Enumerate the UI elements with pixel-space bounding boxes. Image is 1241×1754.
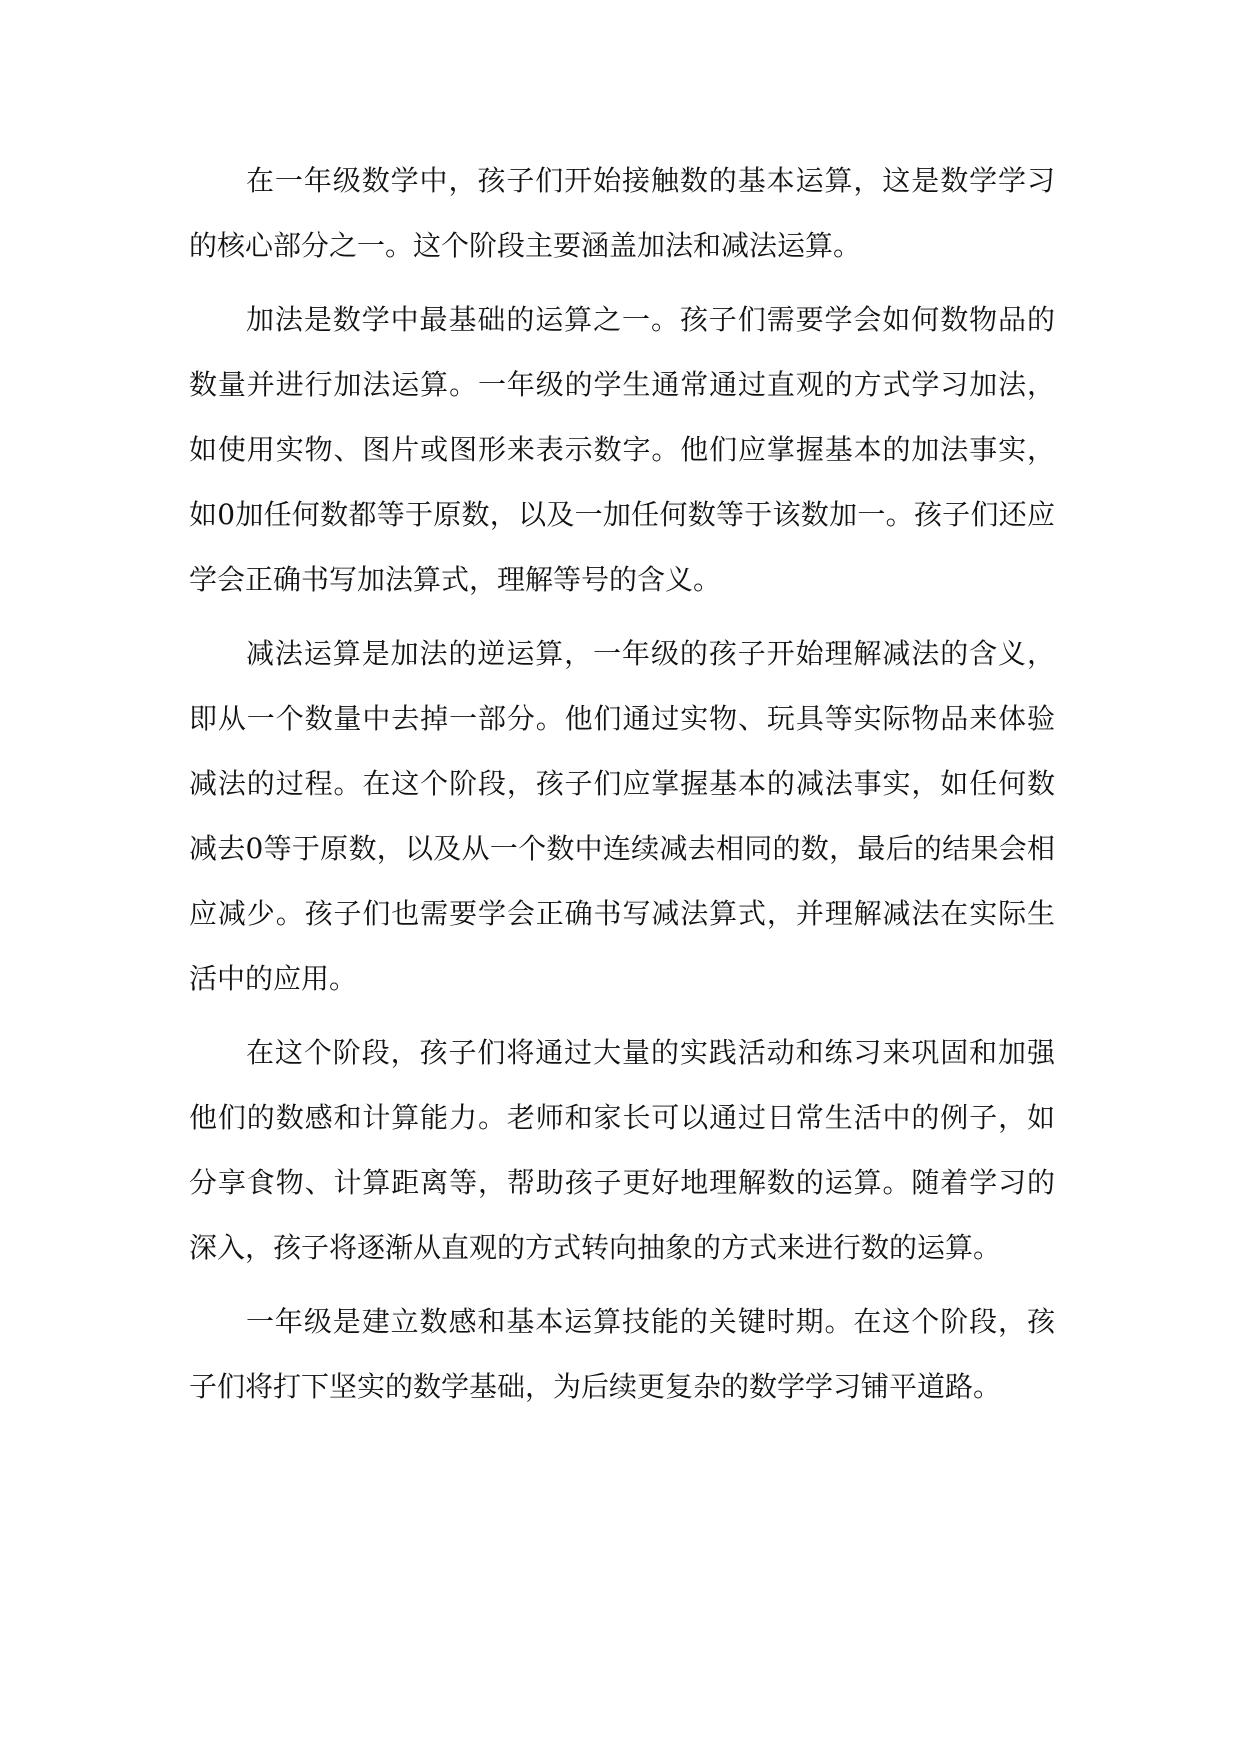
paragraph-addition: 加法是数学中最基础的运算之一。孩子们需要学会如何数物品的数量并进行加法运算。一年级的学生通常通过直观的方式学习加法，如使用实物、图片或图形来表示数字。他们应掌握基本的加法事实，如0加任何数都等于原数，以及一加任何数等于该数加一。孩子们还应学会正确书写加法算式，理解等号的含义。 xyxy=(189,303,1055,596)
paragraph-subtraction: 减法运算是加法的逆运算，一年级的孩子开始理解减法的含义，即从一个数量中去掉一部分。他们通过实物、玩具等实际物品来体验减法的过程。在这个阶段，孩子们应掌握基本的减法事实，如任何数减去0等于原数，以及从一个数中连续减去相同的数，最后的结果会相应减少。孩子们也需要学会正确书写减法算式，并理解减法在实际生活中的应用。 xyxy=(189,637,1055,995)
document-body xyxy=(189,148,1055,1419)
paragraph-conclusion: 一年级是建立数感和基本运算技能的关键时期。在这个阶段，孩子们将打下坚实的数学基础，为后续更复杂的数学学习铺平道路。 xyxy=(189,1305,1055,1403)
paragraph-basic-operations-intro: 在一年级数学中，孩子们开始接触数的基本运算，这是数学学习的核心部分之一。这个阶段主要涵盖加法和减法运算。 xyxy=(189,164,1055,262)
paragraph-practice: 在这个阶段，孩子们将通过大量的实践活动和练习来巩固和加强他们的数感和计算能力。老师和家长可以通过日常生活中的例子，如分享食物、计算距离等，帮助孩子更好地理解数的运算。随着学习的深入，孩子将逐渐从直观的方式转向抽象的方式来进行数的运算。 xyxy=(189,1036,1055,1264)
